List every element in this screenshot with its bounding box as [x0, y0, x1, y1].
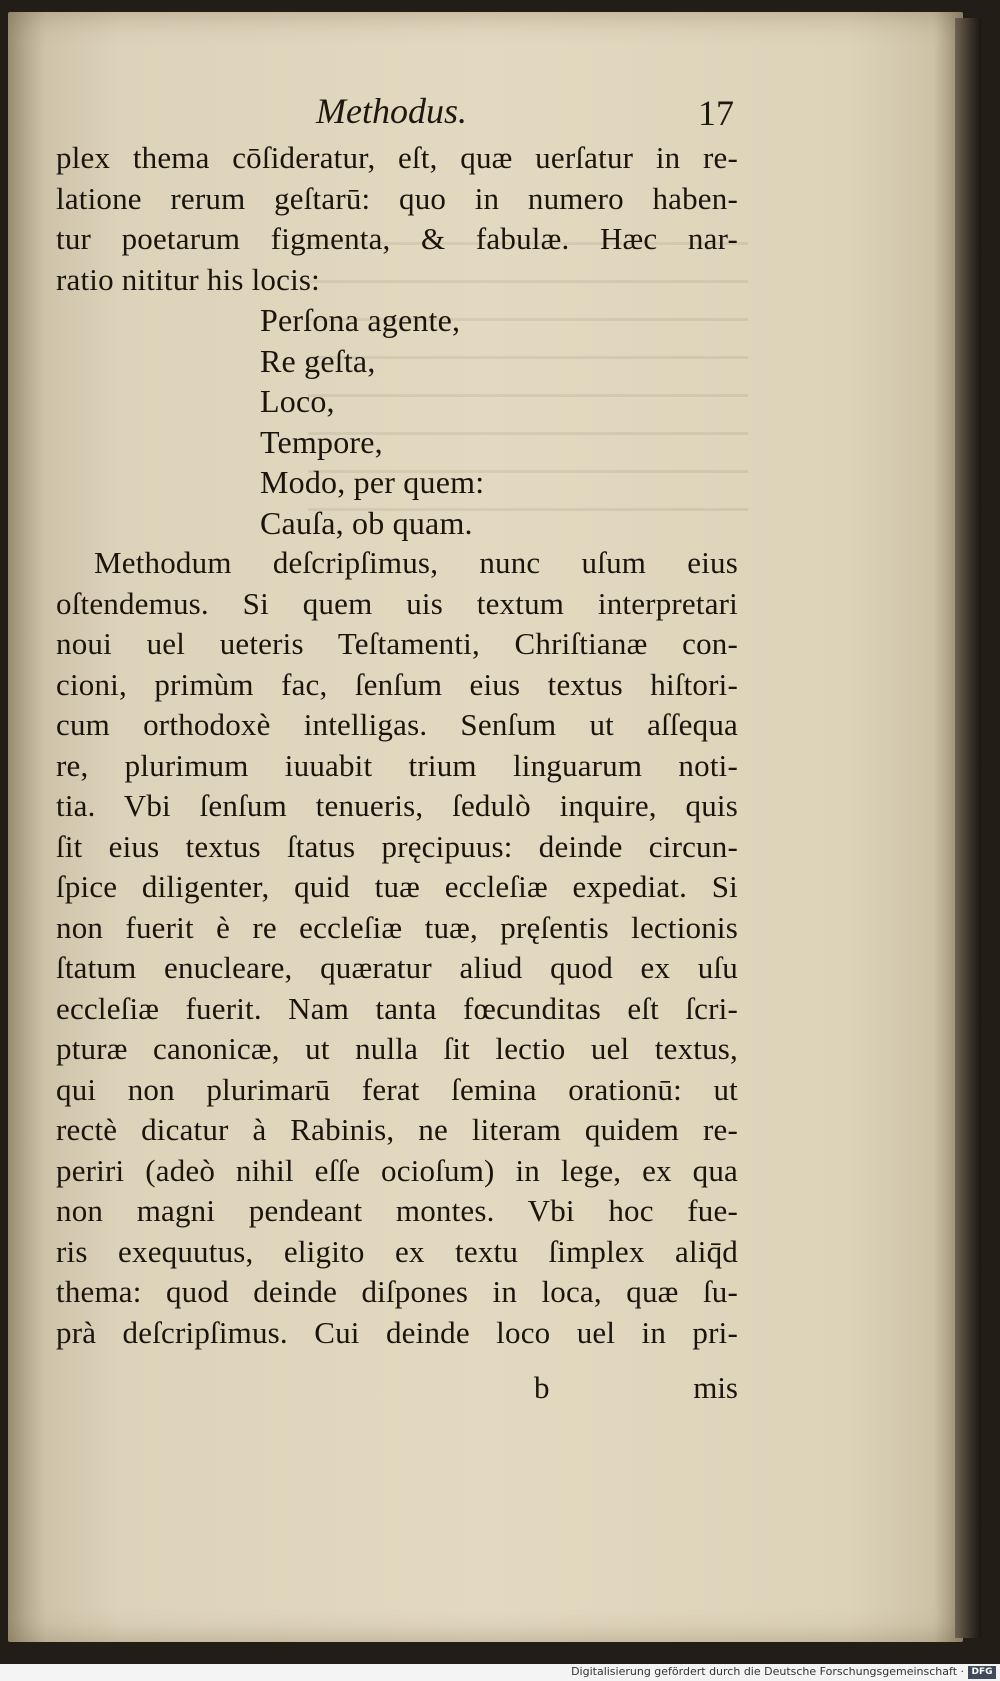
text-line: non fuerit è re eccleſiæ tuæ, pręſentis lectionis — [56, 909, 738, 945]
page-footer — [56, 1370, 738, 1410]
text-line: qui non plurimarū ferat ſemina orationū: ut — [56, 1071, 738, 1107]
text-line: eccleſiæ fuerit. Nam tanta fœcunditas eſt ſcri- — [56, 990, 738, 1026]
text-line: cioni, primùm fac, ſenſum eius textus hiſtori- — [56, 666, 738, 702]
loci-item: Loco, — [260, 383, 335, 419]
page-header — [58, 86, 738, 136]
digitization-credit: Digitalisierung gefördert durch die Deutsche Forschungsgemeinschaft · — [571, 1665, 964, 1678]
loci-item: Tempore, — [260, 423, 383, 460]
loci-list — [56, 300, 738, 543]
main-text — [56, 138, 738, 1353]
text-line: ratio nititur his locis: — [56, 261, 320, 297]
text-line: cum orthodoxè intelligas. Senſum ut aſſequa — [56, 707, 738, 742]
dfg-logo-icon[interactable]: DFG — [968, 1666, 996, 1679]
text-line: pturæ canonicæ, ut nulla ſit lectio uel textus, — [56, 1031, 738, 1066]
text-line: re, plurimum iuuabit trium linguarum noti- — [56, 747, 738, 783]
text-line: ſit eius textus ſtatus pręcipuus: deinde circun- — [56, 828, 738, 864]
text-line: prà deſcripſimus. Cui deinde loco uel in pri- — [56, 1314, 738, 1350]
loci-item: Perſona agente, — [260, 302, 461, 338]
text-line: ſtatum enucleare, quæratur aliud quod ex uſu — [56, 950, 738, 985]
text-line: tur poetarum figmenta, & fabulæ. Hæc nar- — [56, 221, 738, 256]
loci-item: Re geſta, — [260, 342, 376, 379]
loci-item: Cauſa, ob quam. — [260, 504, 473, 541]
text-line: ſpice diligenter, quid tuæ eccleſiæ expediat. Si — [56, 869, 738, 904]
text-line: thema: quod deinde diſpones in loca, quæ ſu- — [56, 1274, 738, 1309]
catchword: mis — [693, 1370, 738, 1405]
text-line: rectè dicatur à Rabinis, ne literam quidem re- — [56, 1112, 738, 1147]
text-line: plex thema cōſideratur, eſt, quæ uerſatur in re- — [56, 140, 738, 175]
loci-item: Modo, per quem: — [260, 464, 485, 500]
text-line: periri (adeò nihil eſſe ocioſum) in lege, ex qua — [56, 1152, 738, 1188]
paragraph-first-line: Methodum deſcripſimus, nunc uſum eius — [94, 545, 738, 580]
book-page — [8, 12, 963, 1642]
text-line: noui uel ueteris Teſtamenti, Chriſtianæ con- — [56, 626, 738, 661]
running-head: Methodus. — [316, 91, 467, 131]
text-line: ris exequutus, eligito ex textu ſimplex aliq̄d — [56, 1233, 738, 1269]
digitization-credit-bar — [0, 1664, 1000, 1681]
signature-mark: b — [534, 1370, 550, 1405]
text-line: oſtendemus. Si quem uis textum interpretari — [56, 585, 738, 621]
text-line: tia. Vbi ſenſum tenueris, ſedulò inquire, quis — [56, 788, 738, 823]
page-number: 17 — [698, 93, 734, 133]
text-line: non magni pendeant montes. Vbi hoc fue- — [56, 1193, 738, 1228]
text-line: latione rerum geſtarū: quo in numero haben- — [56, 180, 738, 216]
page-edge-shadow — [955, 18, 981, 1638]
